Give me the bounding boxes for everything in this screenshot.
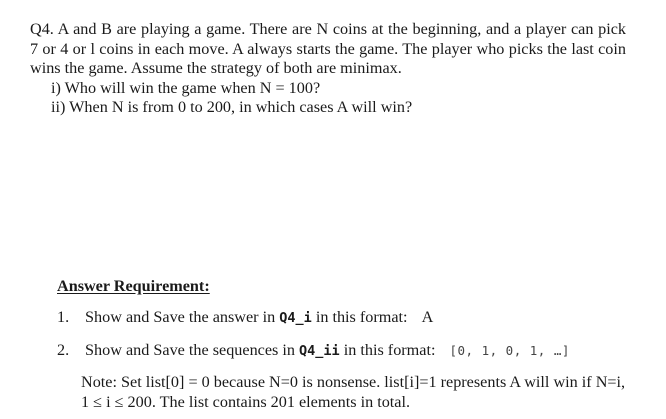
requirement-format-example: [0, 1, 0, 1, …] — [449, 343, 570, 358]
requirement-item-2 — [57, 341, 570, 362]
requirement-text-after: in this format: — [343, 341, 436, 359]
sub-question-label: i) — [51, 78, 61, 97]
requirement-text-after: in this format: — [315, 308, 408, 326]
requirement-note: Note: Set list[0] = 0 because N=0 is nonsense. list[i]=1 represents A will win if N=i, 1 ≤ i ≤ 200. The list contains 201 elements in total. — [81, 373, 626, 411]
sub-question-text: Who will win the game when N = 100? — [64, 78, 321, 97]
requirement-format-example: A — [421, 308, 434, 326]
requirement-number: 1. — [57, 308, 70, 326]
question-block — [30, 20, 626, 118]
requirement-text-before: Show and Save the sequences in — [85, 341, 295, 359]
requirement-variable: Q4_ii — [299, 343, 340, 359]
sub-question-i — [51, 79, 626, 99]
requirement-item-1 — [57, 308, 433, 329]
sub-question-text: When N is from 0 to 200, in which cases A will win? — [69, 98, 413, 116]
requirement-number: 2. — [57, 341, 70, 359]
sub-question-ii — [51, 98, 626, 118]
answer-requirement-heading: Answer Requirement: — [57, 277, 210, 295]
question-intro: Q4. A and B are playing a game. There are N coins at the beginning, and a player can pick 7 or 4 or l coins in each move. A always starts the game. The player who picks the last coin wins the game. Assume the strategy of both are minimax. — [30, 20, 626, 77]
requirement-text-before: Show and Save the answer in — [85, 308, 276, 326]
sub-question-label: ii) — [51, 98, 66, 116]
sub-question-list — [30, 79, 626, 118]
requirement-variable: Q4_i — [279, 310, 312, 326]
